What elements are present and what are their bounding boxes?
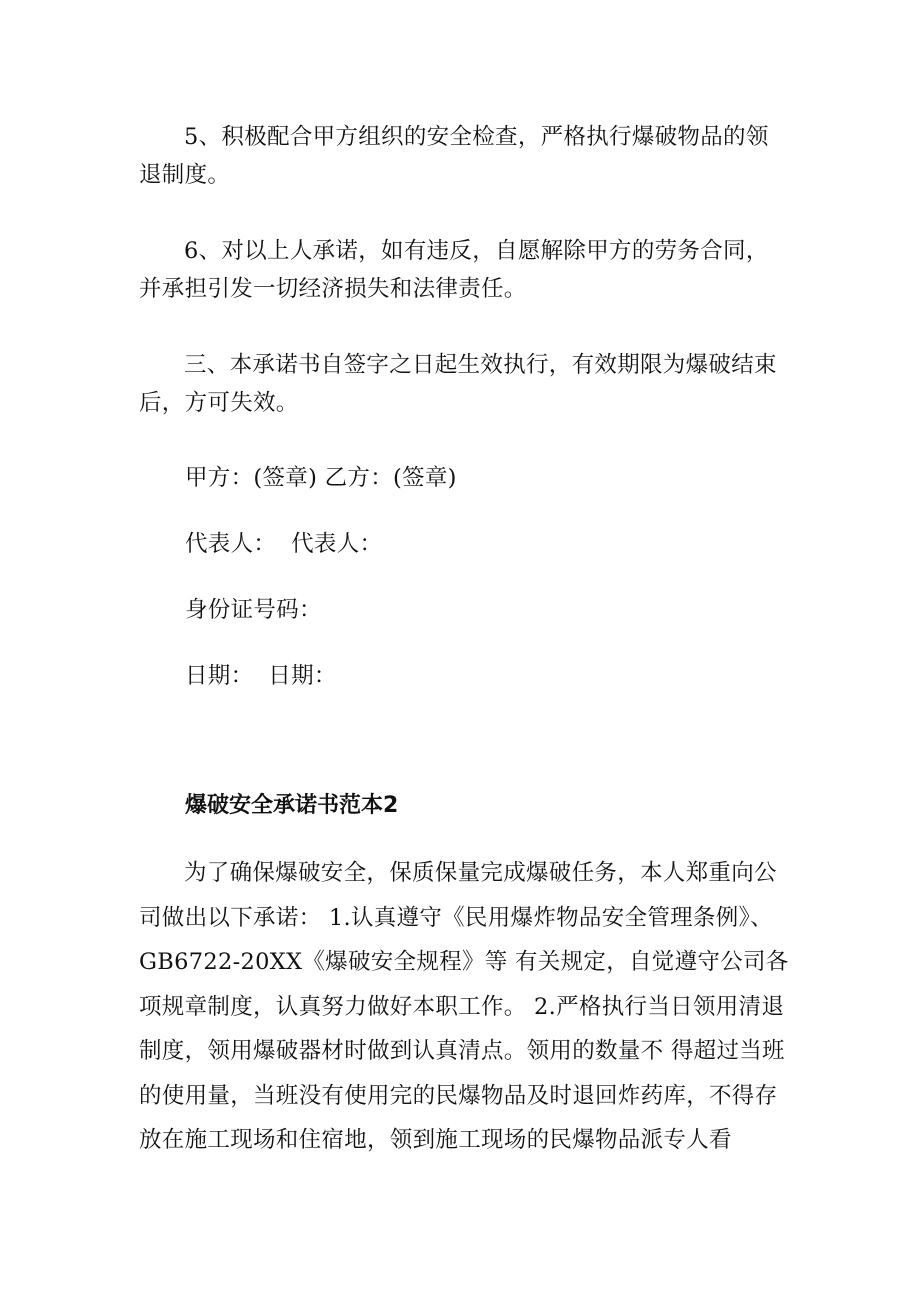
section-title: 爆破安全承诺书范本2 [185, 793, 399, 818]
section-body-paragraph: 为了确保爆破安全，保质保量完成爆破任务，本人郑重向公司做出以下承诺： 1.认真遵守《民用爆炸物品安全管理条例》、GB6722-20XX《爆破安全规程》等 有关规定，自觉遵守公司各项规章制度，认真努力做好本职工作。 2.严格执行当日领用清退制度，领用爆破器材时做到认真清点。领用的数量不 得超过当班的使用量，当班没有使用完的民爆物品及时退回炸药库，不得存 放在施工现场和住宿地，领到施工现场的民爆物品派专人看 [139, 860, 789, 1153]
signature-line-representatives: 代表人： 代表人： [185, 531, 383, 557]
signature-line-parties: 甲方：(签章) 乙方：(签章) [185, 465, 457, 491]
paragraph-item-5: 5、积极配合甲方组织的安全检查，严格执行爆破物品的领退制度。 [139, 124, 769, 188]
paragraph-item-6: 6、对以上人承诺，如有违反，自愿解除甲方的劳务合同，并承担引发一切经济损失和法律责任。 [139, 238, 769, 302]
paragraph-validity-clause: 三、本承诺书自签字之日起生效执行，有效期限为爆破结束后，方可失效。 [139, 352, 777, 416]
signature-line-dates: 日期： 日期： [185, 663, 337, 689]
signature-line-id-number: 身份证号码： [185, 597, 322, 623]
